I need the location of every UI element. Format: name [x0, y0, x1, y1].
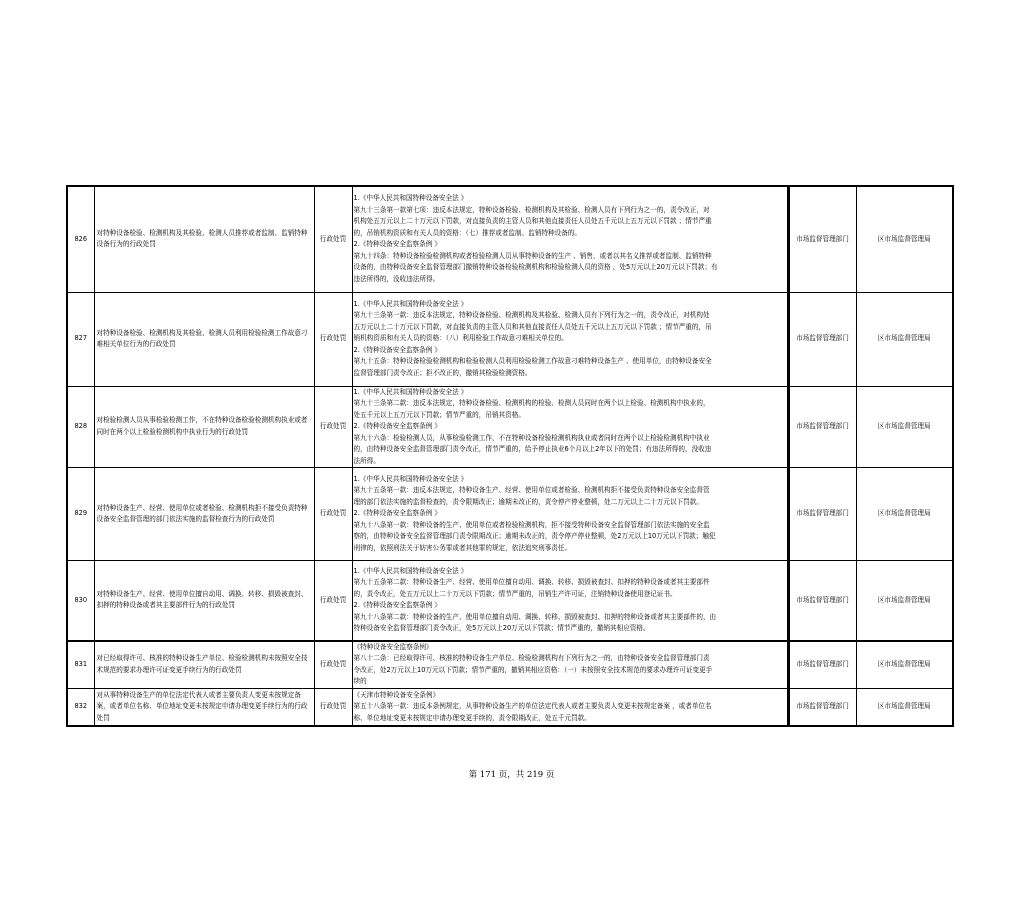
- responsible-department: 市场监督管理部门: [788, 468, 856, 561]
- legal-basis-line: 的，责令改正，处五万元以上二十万元以下罚款；情节严重的，吊销生产许可证，注销特种设备使用登记证书。: [353, 589, 677, 598]
- legal-basis-line: 2.《特种设备安全监察条例 》: [353, 509, 442, 518]
- page-number: 第 171 页，共 219 页: [468, 770, 555, 780]
- item-type: 行政处罚: [314, 688, 352, 726]
- legal-basis-line: 的，吊销机构资质和有关人员的资格：（七）推荐或者监制、监销特种设备的。: [353, 228, 581, 237]
- table-row: [67, 292, 953, 386]
- item-name: 对特种设备生产、经营、使用单位或者检验、检测机构拒不接受负责特种设备安全监督管理的部门依法实施的监督检查行为的行政处罚: [94, 468, 314, 561]
- implementing-unit: 区市场监督管理局: [856, 561, 953, 641]
- item-number: 829: [67, 468, 94, 561]
- item-name: 对检验检测人员从事检验检测工作，不在特种设备检验检测机构执业或者同时在两个以上检验检测机构中执业行为的行政处罚: [94, 386, 314, 468]
- legal-basis: [352, 688, 788, 726]
- legal-basis-line: 刑律的，依照刑法关于妨害公务罪或者其他罪的规定，依法追究刑事责任。: [353, 543, 572, 552]
- legal-basis-line: 第九十三条第一款第七项：违反本法规定，特种设备检验、检测机构及其检验、检测人员有下列行为之一的，责令改正，对: [353, 205, 710, 214]
- item-type: 行政处罚: [314, 186, 352, 292]
- implementing-unit: 区市场监督管理局: [856, 468, 953, 561]
- legal-basis-line: 理的部门依法实施的监督检查的，责令限期改正；逾期未改正的，责令停产停业整顿，处二万元以上二十万元以下罚款。: [353, 497, 703, 506]
- legal-basis: [352, 386, 788, 468]
- legal-basis-line: 称、单位地址变更未按规定申请办理变更手续的，责令限期改正，处五千元罚款。: [353, 713, 591, 722]
- legal-basis-line: 第九十六条：检验检测人员，从事检验检测工作，不在特种设备检验检测机构执业或者同时在两个以上检验检测机构中执业: [353, 433, 710, 442]
- legal-basis-line: 第九十五条：特种设备检验检测机构和检验检测人员利用检验检测工作故意刁难特种设备生产 、使用单位，由特种设备安全: [353, 357, 712, 366]
- legal-basis-line: 特种设备安全监督管理部门责令改正，处5万元以上20万元以下罚款；情节严重的，撤销其相应资格。: [353, 624, 650, 633]
- responsible-department: 市场监督管理部门: [788, 186, 856, 292]
- legal-basis-line: 第九十三条第一款：违反本法规定，特种设备检验、检测机构及其检验、检测人员有下列行为之一的，责令改正，对机构处: [353, 311, 710, 320]
- item-number: 828: [67, 386, 94, 468]
- legal-basis-line: 的，由特种设备安全监督管理部门责令改正，情节严重的，给予停止执业6个月以上2年以下的处罚；有违法所得的，没收违: [353, 445, 712, 453]
- responsible-department: 市场监督管理部门: [788, 292, 856, 386]
- item-name: 对特种设备检验、检测机构及其检验、检测人员利用检验检测工作故意刁难相关单位行为的行政处罚: [94, 292, 314, 386]
- responsible-department: 市场监督管理部门: [788, 688, 856, 726]
- legal-basis-line: 第八十二条：已经取得许可、核准的特种设备生产单位、检验检测机构有下列行为之一的，由特种设备安全监督管理部门责: [353, 654, 710, 662]
- legal-basis-line: 《特种设备安全监察条例》: [353, 642, 433, 651]
- legal-basis-line: 设备的，由特种设备安全监督管理部门撤销特种设备检验检测机构和检验检测人员的资格 ，处5万元以上20万元以下罚款；有: [353, 263, 718, 272]
- legal-basis: [352, 641, 788, 689]
- implementing-unit: 区市场监督管理局: [856, 292, 953, 386]
- item-number: 827: [67, 292, 94, 386]
- item-name: 对已经取得许可、核准的特种设备生产单位、检验检测机构未按照安全技术规范的要求办理许可证变更手续行为的行政处罚: [94, 641, 314, 689]
- legal-basis-line: 2.《特种设备安全监察条例 》: [353, 422, 442, 430]
- implementing-unit: 区市场监督管理局: [856, 186, 953, 292]
- responsible-department: 市场监督管理部门: [788, 561, 856, 641]
- table-row: [67, 468, 953, 561]
- table-row: [67, 641, 953, 689]
- legal-basis: [352, 468, 788, 561]
- page-footer: [0, 768, 1023, 780]
- legal-basis-line: 令改正，处2万元以上10万元以下罚款；情节严重的，撤销其相应资格：（一）未按照安全技术规范的要求办理许可证变更手: [353, 665, 713, 674]
- legal-basis: [352, 186, 788, 292]
- legal-basis-line: 机构处五万元以上二十万元以下罚款，对直接负责的主管人员和其他直接责任人员处五千元以上五万元以下罚款 ；情节严重: [353, 217, 712, 226]
- legal-basis-line: 1.《中华人民共和国特种设备安全法 》: [353, 474, 468, 483]
- item-name: 对特种设备检验、检测机构及其检验、检测人员推荐或者监制、监销特种设备行为的行政处罚: [94, 186, 314, 292]
- item-number: 826: [67, 186, 94, 292]
- legal-basis-line: 1.《中华人民共和国特种设备安全法 》: [353, 299, 468, 308]
- table-row: [67, 561, 953, 641]
- item-type: 行政处罚: [314, 641, 352, 689]
- item-number: 832: [67, 688, 94, 726]
- responsible-department: 市场监督管理部门: [788, 641, 856, 689]
- legal-basis-line: 第九十八条第一款：特种设备的生产、使用单位或者检验检测机构，拒不接受特种设备安全监督管理部门依法实施的安全监: [353, 520, 710, 529]
- legal-basis-line: 2.《特种设备安全监察条例 》: [353, 345, 442, 354]
- legal-basis-line: 《天津市特种设备安全条例》: [353, 690, 440, 699]
- item-type: 行政处罚: [314, 292, 352, 386]
- item-name: 对从事特种设备生产的单位法定代表人或者主要负责人变更未按规定备案，或者单位名称、单位地址变更未按规定申请办理变更手续行为的行政处罚: [94, 688, 314, 726]
- legal-basis-line: 法所得。: [353, 456, 380, 465]
- implementing-unit: 区市场监督管理局: [856, 386, 953, 468]
- item-type: 行政处罚: [314, 561, 352, 641]
- responsible-department: 市场监督管理部门: [788, 386, 856, 468]
- legal-basis: [352, 561, 788, 641]
- legal-basis-line: 第九十三条第二款：违反本法规定，特种设备检验、检测机构的检验、检测人员同时在两个以上检验、检测机构中执业的，: [353, 399, 710, 407]
- item-number: 831: [67, 641, 94, 689]
- table-body: [67, 186, 953, 726]
- legal-basis-line: 处五千元以上五万元以下罚款；情节严重的，吊销其资格。: [353, 410, 525, 419]
- item-type: 行政处罚: [314, 468, 352, 561]
- item-type: 行政处罚: [314, 386, 352, 468]
- item-number: 830: [67, 561, 94, 641]
- legal-basis-line: 续的: [353, 677, 367, 685]
- legal-basis-line: 第九十五条第一款：违反本法规定，特种设备生产、经营、使用单位或者检验、检测机构拒不接受负责特种设备安全监督管: [353, 486, 710, 495]
- legal-basis-line: 销机构资质和有关人员的资格：（八）利用检验工作故意刁难相关单位的。: [353, 334, 568, 343]
- legal-basis-line: 2.《特种设备安全监察条例 》: [353, 240, 442, 249]
- legal-basis-line: 监督管理部门责令改正；拒不改正的，撤销其检验检测资格。: [353, 368, 532, 377]
- legal-basis-line: 1.《中华人民共和国特种设备安全法 》: [353, 194, 468, 203]
- enforcement-items-table: [66, 185, 954, 727]
- legal-basis-line: 第九十八条第二款：特种设备的生产、使用单位擅自动用、调换、转移、损毁被查封、扣押的特种设备或者其主要部件的，由: [353, 612, 717, 621]
- table-row: [67, 386, 953, 468]
- legal-basis-line: 第五十八条第一款：违反本条例规定，从事特种设备生产的单位法定代表人或者主要负责人变更未按规定备案 ，或者单位名: [353, 702, 712, 710]
- table-row: [67, 688, 953, 726]
- legal-basis-line: 2.《特种设备安全监察条例 》: [353, 601, 442, 610]
- implementing-unit: 区市场监督管理局: [856, 688, 953, 726]
- implementing-unit: 区市场监督管理局: [856, 641, 953, 689]
- table-row: [67, 186, 953, 292]
- item-name: 对特种设备生产、经营、使用单位擅自动用、调换、转移、损毁被查封、扣押的特种设备或者其主要部件行为的行政处罚: [94, 561, 314, 641]
- legal-basis-line: 五万元以上二十万元以下罚款，对直接负责的主管人员和其他直接责任人员处五千元以上五万元以下罚款 ；情节严重的，吊: [353, 322, 712, 331]
- legal-basis: [352, 292, 788, 386]
- legal-basis-line: 察的，由特种设备安全监督管理部门责令限期改正；逾期未改正的，责令停产停业整顿，处2万元以上10万元以下罚款；触犯: [353, 532, 716, 541]
- legal-basis-line: 违法所得的，没收违法所得。: [353, 274, 440, 283]
- legal-basis-line: 1.《中华人民共和国特种设备安全法 》: [353, 566, 468, 575]
- legal-basis-line: 第九十四条：特种设备检验检测机构或者检验检测人员从事特种设备的生产 、销售，或者以其名义推荐或者监制、监销特种: [353, 251, 712, 260]
- legal-basis-line: 1.《中华人民共和国特种设备安全法 》: [353, 387, 468, 396]
- legal-basis-line: 第九十五条第二款：特种设备生产、经营、使用单位擅自动用、调换、转移、损毁被查封、扣押的特种设备或者其主要部件: [353, 578, 710, 587]
